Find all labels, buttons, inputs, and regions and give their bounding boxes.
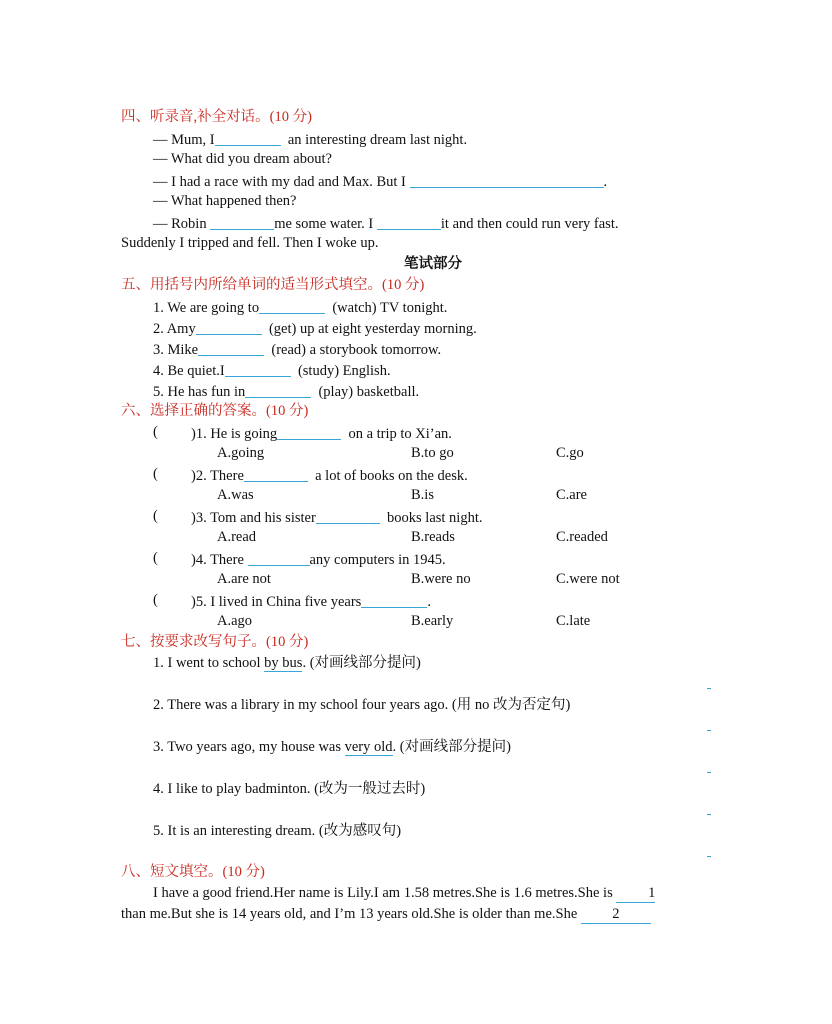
rewrite-item-4: 4. I like to play badminton. (改为一般过去时) [153,781,426,797]
option-a[interactable]: A.going [217,445,265,461]
written-part-title: 笔试部分 [404,256,462,272]
option-a[interactable]: A.ago [217,613,253,629]
dialog-line-5-end: it and then could run very fast. [440,216,619,232]
blank-input[interactable] [410,173,604,188]
passage-line-1 [153,884,655,903]
answer-line-mark[interactable] [707,688,711,689]
question-text-end: a lot of books on the desk. [315,468,468,484]
answer-paren[interactable]: ( [153,550,158,566]
dialog-line-1-start: — Mum, I [153,132,215,148]
dialog-line-3-end: . [603,174,608,190]
blank-input[interactable] [210,215,274,230]
fill-item-1 [153,297,447,317]
option-a[interactable]: A.was [217,487,254,503]
dialog-line-3 [153,171,607,191]
rewrite-text: 1. I went to school [153,655,265,671]
blank-input[interactable] [248,551,310,566]
blank-input[interactable] [377,215,441,230]
section-8-title: 八、短文填空。(10 分) [121,864,265,880]
option-c[interactable]: C.are [556,487,587,503]
fill-item-text: 4. Be quiet.I [153,363,225,379]
fill-item-text: 3. Mike [153,342,199,358]
option-b[interactable]: B.to go [411,445,454,461]
answer-line-mark[interactable] [707,730,711,731]
blank-input[interactable] [244,467,308,482]
blank-input[interactable] [259,299,325,314]
answer-paren[interactable]: ( [153,466,158,482]
passage-text: than me.But she is 14 years old, and I’m 13 years old.She is older than me.She [121,906,578,922]
dialog-line-2: — What did you dream about? [153,151,332,167]
section-7-title: 七、按要求改写句子。(10 分) [121,634,309,650]
underlined-phrase: very old [344,739,393,755]
dialog-line-1 [153,129,467,149]
fill-item-text: 1. We are going to [153,300,260,316]
choice-question-5 [191,591,431,611]
question-text: )2. There [191,468,244,484]
option-a[interactable]: A.read [217,529,257,545]
question-text: )1. He is going [191,426,278,442]
option-c[interactable]: C.go [556,445,584,461]
blank-input[interactable] [245,383,311,398]
choice-question-3 [191,507,483,527]
option-b[interactable]: B.is [411,487,434,503]
rewrite-instruction: . (对画线部分提问) [392,739,511,755]
dialog-line-5 [153,213,618,233]
fill-item-text: 2. Amy [153,321,196,337]
question-text-end: . [427,594,431,610]
fill-item-hint: (read) a storybook tomorrow. [271,342,442,358]
fill-item-5 [153,381,419,401]
option-b[interactable]: B.early [411,613,454,629]
fill-item-text: 5. He has fun in [153,384,246,400]
section-6-title: 六、选择正确的答案。(10 分) [121,403,309,419]
answer-line-mark[interactable] [707,814,711,815]
choice-question-2 [191,465,468,485]
fill-item-hint: (get) up at eight yesterday morning. [268,321,477,337]
answer-paren[interactable]: ( [153,424,158,440]
blank-input[interactable] [225,362,291,377]
blank-input[interactable] [277,425,341,440]
blank-2[interactable]: 2 [581,905,651,924]
passage-text: I have a good friend.Her name is Lily.I am 1.58 metres.She is 1.6 metres.She is [153,885,613,901]
answer-paren[interactable]: ( [153,592,158,608]
dialog-line-5-start: — Robin [153,216,207,232]
dialog-line-1-end: an interesting dream last night. [287,132,468,148]
answer-line-mark[interactable] [707,772,711,773]
question-text: )5. I lived in China five years [191,594,362,610]
option-b[interactable]: B.were no [411,571,471,587]
dialog-line-3-start: — I had a race with my dad and Max. But I [153,174,406,190]
answer-paren[interactable]: ( [153,508,158,524]
passage-line-2 [121,905,651,924]
option-b[interactable]: B.reads [411,529,455,545]
question-text: )3. Tom and his sister [191,510,316,526]
rewrite-text: 3. Two years ago, my house was [153,739,345,755]
fill-item-hint: (study) English. [297,363,391,379]
question-text: )4. There [191,552,244,568]
option-a[interactable]: A.are not [217,571,271,587]
option-c[interactable]: C.were not [556,571,620,587]
underlined-phrase: by bus [264,655,303,671]
blank-input[interactable] [196,320,262,335]
section-4-title: 四、听录音,补全对话。(10 分) [121,109,312,125]
answer-line-mark[interactable] [707,856,711,857]
fill-item-hint: (play) basketball. [318,384,420,400]
dialog-line-5-mid: me some water. I [274,216,374,232]
fill-item-hint: (watch) TV tonight. [332,300,448,316]
choice-question-1 [191,423,452,443]
dialog-line-6: Suddenly I tripped and fell. Then I woke up. [121,235,379,251]
dialog-line-4: — What happened then? [153,193,297,209]
blank-1[interactable]: 1 [616,884,655,903]
section-5-title: 五、用括号内所给单词的适当形式填空。(10 分) [121,277,425,293]
blank-input[interactable] [215,131,281,146]
rewrite-item-2: 2. There was a library in my school four years ago. (用 no 改为否定句) [153,697,571,713]
blank-input[interactable] [198,341,264,356]
fill-item-4 [153,360,391,380]
option-c[interactable]: C.readed [556,529,608,545]
rewrite-item-5: 5. It is an interesting dream. (改为感叹句) [153,823,402,839]
fill-item-2 [153,318,477,338]
choice-question-4 [191,549,446,569]
option-c[interactable]: C.late [556,613,591,629]
fill-item-3 [153,339,441,359]
blank-input[interactable] [361,593,427,608]
rewrite-item-3 [153,738,511,756]
question-text-end: on a trip to Xi’an. [348,426,452,442]
rewrite-item-1 [153,654,421,672]
rewrite-instruction: . (对画线部分提问) [302,655,421,671]
question-text-end: any computers in 1945. [309,552,446,568]
blank-input[interactable] [316,509,380,524]
question-text-end: books last night. [387,510,483,526]
